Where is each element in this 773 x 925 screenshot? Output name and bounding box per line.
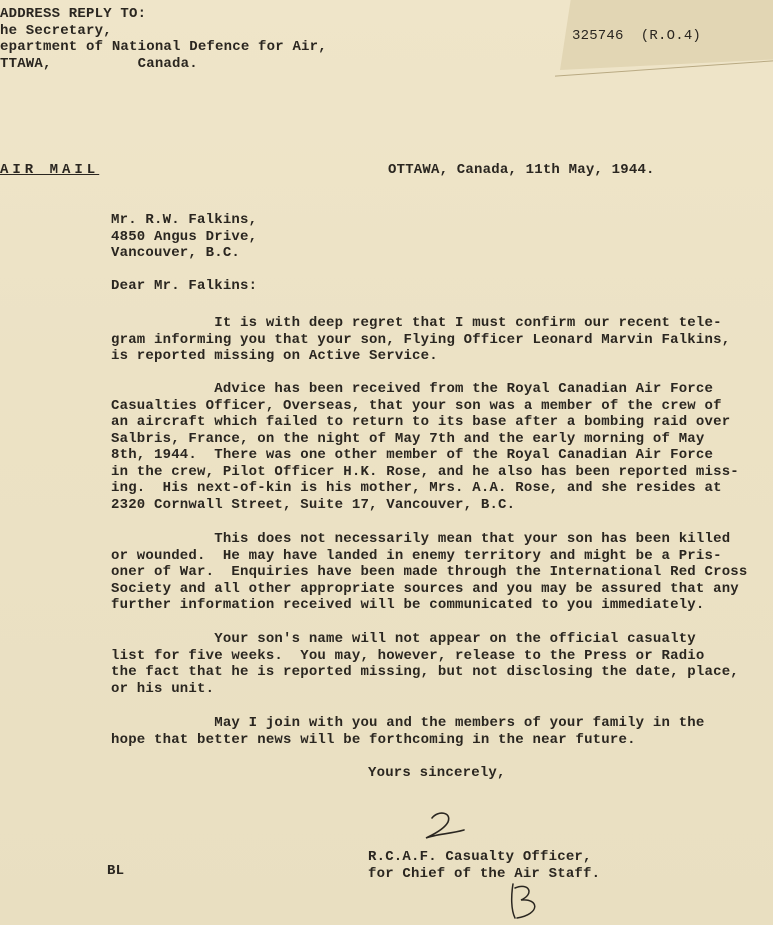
handwritten-mark [505, 880, 550, 922]
paragraph-line: This does not necessarily mean that your son has been killed [111, 531, 731, 547]
paragraph-line: an aircraft which failed to return to its base after a bombing raid over [111, 414, 731, 430]
paragraph-line: or his unit. [111, 680, 215, 697]
paragraph-line: 2320 Cornwall Street, Suite 17, Vancouver, B.C. [111, 496, 516, 513]
paragraph-line: or wounded. He may have landed in enemy territory and might be a Pris- [111, 547, 722, 564]
paragraph-line: in the crew, Pilot Officer H.K. Rose, and he also has been reported miss- [111, 463, 739, 480]
letterhead-line-3: epartment of National Defence for Air, [0, 39, 327, 55]
signer-title-line-1: R.C.A.F. Casualty Officer, [368, 849, 592, 865]
paragraph-line: It is with deep regret that I must confirm our recent tele- [111, 315, 722, 331]
paragraph-line: hope that better news will be forthcoming in the near future. [111, 731, 636, 748]
handwritten-signature [420, 808, 470, 844]
letterhead-line-1: ADDRESS REPLY TO: [0, 6, 147, 22]
paragraph-line: gram informing you that your son, Flying Officer Leonard Marvin Falkins, [111, 331, 731, 348]
closing: Yours sincerely, [368, 765, 506, 781]
paragraph-line: ing. His next-of-kin is his mother, Mrs. A.A. Rose, and she resides at [111, 480, 722, 496]
paragraph-line: Advice has been received from the Royal Canadian Air Force [111, 381, 714, 397]
paragraph-2 [111, 381, 739, 513]
salutation: Dear Mr. Falkins: [111, 278, 258, 294]
file-reference: 325746 (R.O.4) [572, 28, 702, 44]
paragraph-line: 8th, 1944. There was one other member of the Royal Canadian Air Force [111, 447, 714, 463]
paragraph-5 [111, 715, 705, 748]
paragraph-line: the fact that he is reported missing, but not disclosing the date, place, [111, 664, 739, 680]
addressee-line-2: 4850 Angus Drive, [111, 228, 258, 245]
paragraph-line: further information received will be communicated to you immediately. [111, 597, 705, 613]
addressee-line-3: Vancouver, B.C. [111, 245, 241, 261]
paragraph-line: list for five weeks. You may, however, release to the Press or Radio [111, 647, 705, 664]
paragraph-line: oner of War. Enquiries have been made through the International Red Cross [111, 564, 748, 580]
paragraph-4 [111, 631, 739, 697]
date-line: OTTAWA, Canada, 11th May, 1944. [388, 162, 655, 178]
letterhead-line-4: TTAWA, Canada. [0, 55, 198, 72]
letterhead-address [0, 6, 327, 72]
paragraph-line: Your son's name will not appear on the official casualty [111, 631, 696, 647]
typist-initials: BL [107, 863, 125, 879]
paragraph-line: Society and all other appropriate sources and you may be assured that any [111, 580, 739, 597]
letterhead-line-2: he Secretary, [0, 22, 112, 39]
paragraph-line: Casualties Officer, Overseas, that your son was a member of the crew of [111, 397, 722, 414]
air-mail-label: AIR MAIL [0, 162, 100, 178]
addressee-line-1: Mr. R.W. Falkins, [111, 212, 258, 228]
paragraph-line: Salbris, France, on the night of May 7th and the early morning of May [111, 430, 705, 447]
paragraph-3 [111, 531, 748, 614]
paragraph-1 [111, 315, 730, 365]
addressee-block [111, 212, 257, 262]
paragraph-line: May I join with you and the members of your family in the [111, 715, 705, 731]
paragraph-line: is reported missing on Active Service. [111, 348, 438, 364]
signature-block [368, 849, 600, 882]
signer-title-line-2: for Chief of the Air Staff. [368, 865, 601, 882]
